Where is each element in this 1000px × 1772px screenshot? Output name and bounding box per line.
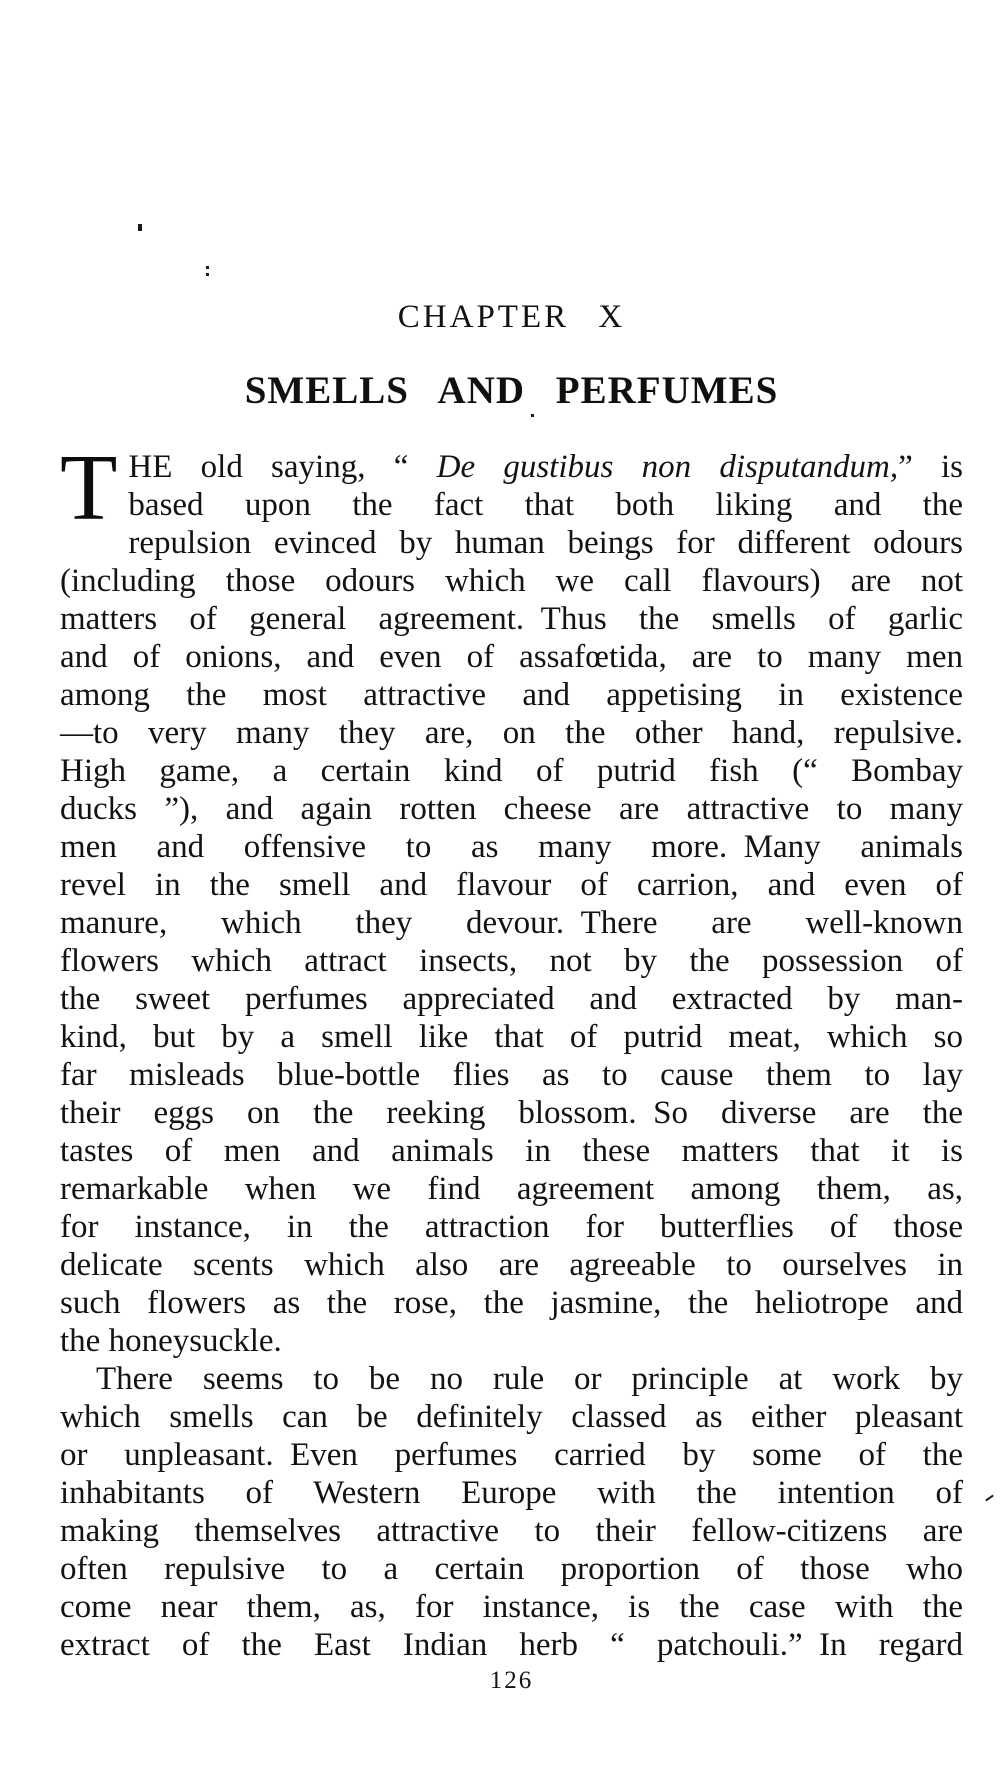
text-line bbox=[60, 486, 963, 524]
text-segment: the honeysuckle. bbox=[60, 1323, 282, 1359]
text-segment: often repulsive to a certain proportion of those who bbox=[60, 1551, 963, 1587]
text-line bbox=[60, 1018, 963, 1056]
text-line bbox=[60, 904, 963, 942]
text-segment: the sweet perfumes appreciated and extracted by man- bbox=[60, 981, 963, 1017]
text-line bbox=[60, 1246, 963, 1284]
text-line bbox=[60, 1398, 963, 1436]
text-segment: repulsion evinced by human beings for different odours bbox=[128, 525, 963, 561]
italic-text: De gustibus non disputandum, bbox=[436, 449, 899, 485]
text-segment: (including those odours which we call flavours) are not bbox=[60, 563, 963, 599]
chapter-title: SMELLS AND PERFUMES bbox=[244, 369, 779, 412]
text-line bbox=[60, 1132, 963, 1170]
drop-cap: T bbox=[60, 436, 118, 540]
scan-speck bbox=[985, 1495, 994, 1502]
text-segment: ducks ”), and again rotten cheese are attractive to many bbox=[60, 791, 963, 827]
chapter-heading: CHAPTER X bbox=[397, 299, 626, 335]
text-segment: There seems to be no rule or principle at work by bbox=[96, 1361, 963, 1397]
text-line bbox=[60, 980, 963, 1018]
text-segment: remarkable when we find agreement among them, as, bbox=[60, 1171, 963, 1207]
scan-speck bbox=[138, 224, 142, 231]
text-line bbox=[60, 1474, 963, 1512]
text-line bbox=[60, 1208, 963, 1246]
text-line bbox=[60, 828, 963, 866]
text-segment: such flowers as the rose, the jasmine, the heliotrope and bbox=[60, 1285, 963, 1321]
text-line bbox=[60, 1512, 963, 1550]
text-line bbox=[60, 448, 963, 486]
text-segment: delicate scents which also are agreeable to ourselves in bbox=[60, 1247, 963, 1283]
text-segment: —to very many they are, on the other hand, repulsive. bbox=[60, 715, 963, 751]
text-line bbox=[60, 752, 963, 790]
text-line bbox=[60, 1550, 963, 1588]
text-segment: ” is bbox=[898, 449, 963, 485]
text-line bbox=[60, 562, 963, 600]
text-segment: among the most attractive and appetising in existence bbox=[60, 677, 963, 713]
text-segment: and of onions, and even of assafœtida, are to many men bbox=[60, 639, 963, 675]
text-line bbox=[60, 1170, 963, 1208]
text-segment: come near them, as, for instance, is the case with the bbox=[60, 1589, 963, 1625]
text-segment: extract of the East Indian herb “ patchouli.” In regard bbox=[60, 1627, 963, 1663]
text-line bbox=[60, 524, 963, 562]
text-line bbox=[60, 866, 963, 904]
text-segment: flowers which attract insects, not by the possession of bbox=[60, 943, 963, 979]
text-line bbox=[60, 714, 963, 752]
text-line bbox=[60, 1360, 963, 1398]
text-segment: inhabitants of Western Europe with the intention of bbox=[60, 1475, 963, 1511]
paragraph bbox=[60, 436, 963, 1360]
text-line bbox=[60, 676, 963, 714]
text-line bbox=[60, 942, 963, 980]
text-segment: High game, a certain kind of putrid fish (“ Bombay bbox=[60, 753, 963, 789]
text-line bbox=[60, 1626, 963, 1664]
text-segment: their eggs on the reeking blossom. So diverse are the bbox=[60, 1095, 963, 1131]
scan-speck bbox=[531, 414, 534, 417]
text-segment: kind, but by a smell like that of putrid meat, which so bbox=[60, 1019, 963, 1055]
text-segment: based upon the fact that both liking and the bbox=[128, 487, 963, 523]
page-number: 126 bbox=[489, 1667, 534, 1694]
text-segment: tastes of men and animals in these matters that it is bbox=[60, 1133, 963, 1169]
text-line bbox=[60, 638, 963, 676]
text-segment: making themselves attractive to their fellow-citizens are bbox=[60, 1513, 963, 1549]
text-segment: HE old saying, “ bbox=[128, 449, 437, 485]
text-line bbox=[60, 1094, 963, 1132]
text-segment: for instance, in the attraction for butterflies of those bbox=[60, 1209, 963, 1245]
text-segment: men and offensive to as many more. Many animals bbox=[60, 829, 963, 865]
text-segment: which smells can be definitely classed as either pleasant bbox=[60, 1399, 963, 1435]
text-segment: or unpleasant. Even perfumes carried by some of the bbox=[60, 1437, 963, 1473]
body-text bbox=[60, 436, 963, 1664]
scan-speck bbox=[206, 266, 209, 269]
text-line bbox=[60, 1284, 963, 1322]
text-line bbox=[60, 1588, 963, 1626]
text-segment: matters of general agreement. Thus the smells of garlic bbox=[60, 601, 963, 637]
text-line bbox=[60, 600, 963, 638]
text-line bbox=[60, 1322, 963, 1360]
text-segment: revel in the smell and flavour of carrion, and even of bbox=[60, 867, 963, 903]
text-line bbox=[60, 1056, 963, 1094]
paragraph bbox=[60, 1360, 963, 1664]
text-segment: manure, which they devour. There are well-known bbox=[60, 905, 963, 941]
text-line bbox=[60, 790, 963, 828]
text-segment: far misleads blue-bottle flies as to cause them to lay bbox=[60, 1057, 963, 1093]
text-line bbox=[60, 1436, 963, 1474]
